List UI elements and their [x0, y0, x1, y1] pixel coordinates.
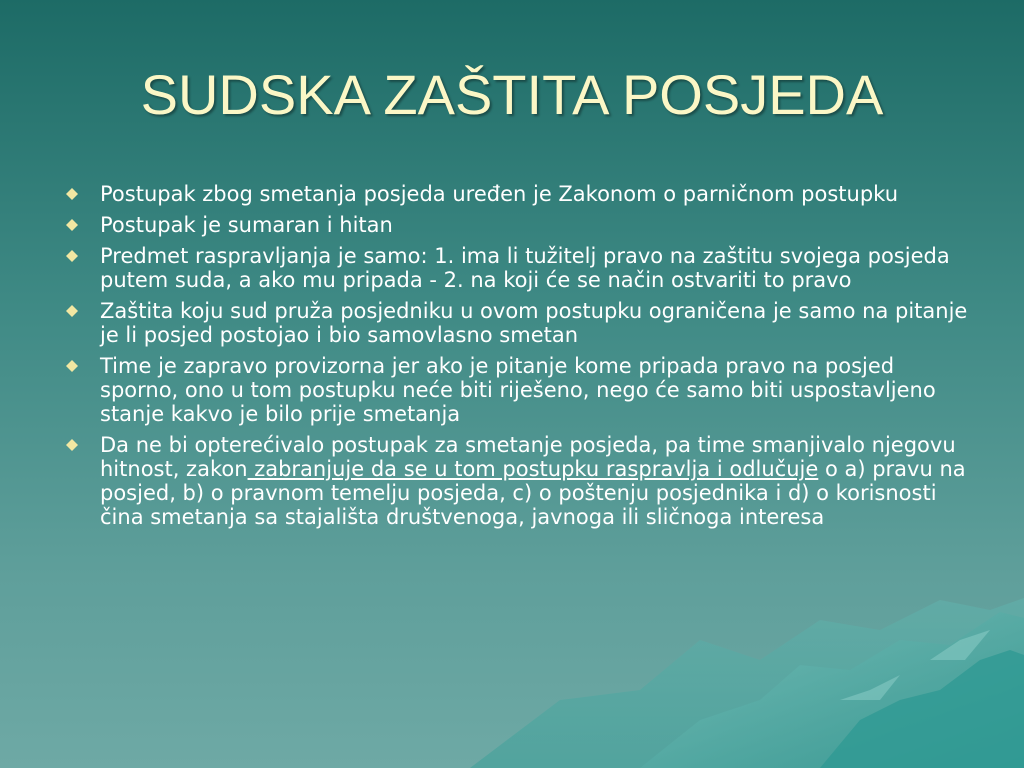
diamond-bullet-icon: [66, 439, 78, 451]
diamond-bullet-icon: [66, 360, 78, 372]
bullet-text-before: Da ne bi opterećivalo postupak za smetanje posjeda, pa time smanjivalo njegovu hitnost, zakon: [100, 433, 956, 481]
bullet-text: Time je zapravo provizorna jer ako je pitanje kome pripada pravo na posjed sporno, ono u tom postupku neće biti riješeno, nego će samo biti uspostavljeno stanje kakvo je bilo prije smetanja: [100, 354, 936, 426]
bullet-text-underlined: zabranjuje da se u tom postupku raspravlja i odlučuje: [247, 457, 819, 481]
bullet-item: [60, 182, 970, 206]
bullet-text: Postupak je sumaran i hitan: [100, 213, 393, 237]
diamond-bullet-icon: [66, 188, 78, 200]
bullet-item: [60, 299, 970, 347]
bullet-text: Predmet raspravljanja je samo: 1. ima li tužitelj pravo na zaštitu svojega posjeda putem suda, a ako mu pripada - 2. na koji će se način ostvariti to pravo: [100, 244, 950, 292]
bullet-list: [60, 182, 970, 536]
bullet-item: [60, 354, 970, 426]
slide-title: SUDSKA ZAŠTITA POSJEDA: [140, 63, 884, 126]
bullet-text: Postupak zbog smetanja posjeda uređen je Zakonom o parničnom postupku: [100, 182, 898, 206]
bullet-item: [60, 244, 970, 292]
diamond-bullet-icon: [66, 250, 78, 262]
diamond-bullet-icon: [66, 305, 78, 317]
bullet-text: Zaštita koju sud pruža posjedniku u ovom postupku ograničena je samo na pitanje je li posjed postojao i bio samovlasno smetan: [100, 299, 968, 347]
mountain-illustration: [470, 598, 1024, 768]
bullet-item: [60, 433, 970, 529]
bullet-item: [60, 213, 970, 237]
bullet-text-after: o a) pravu na posjed, b) o pravnom temelju posjeda, c) o poštenju posjednika i d) o korisnosti čina smetanja sa stajališta društvenoga, javnoga ili sličnoga interesa: [100, 457, 966, 529]
diamond-bullet-icon: [66, 219, 78, 231]
